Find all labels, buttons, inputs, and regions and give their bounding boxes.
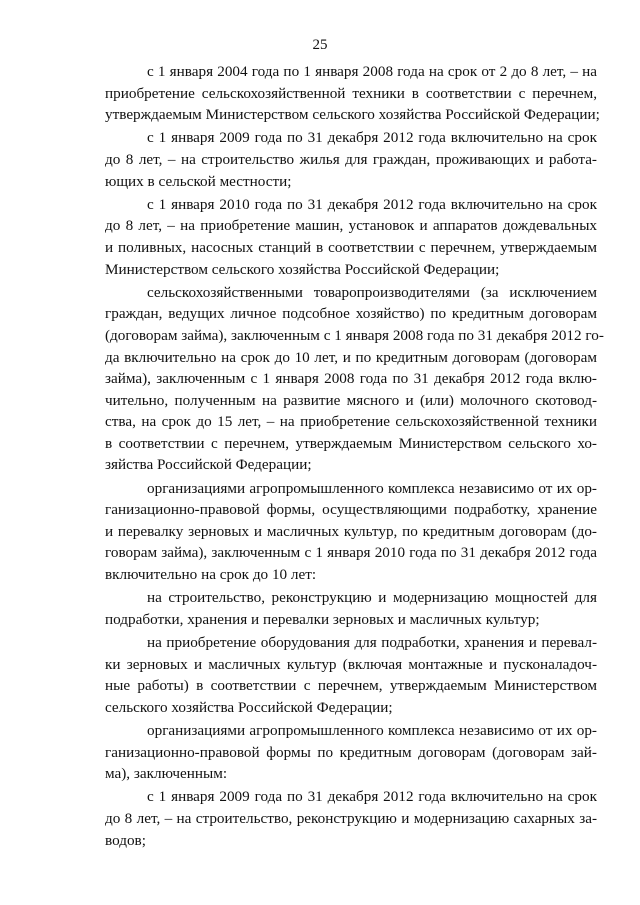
paragraph [105, 478, 597, 586]
text-line: и поливных, насосных станций в соответствии с перечнем, утверждаемым [105, 238, 597, 256]
text-line: ганизационно-правовой формы, осуществляющими подработку, хранение [105, 501, 597, 519]
text-line: ма), заключенным: [105, 765, 228, 783]
text-line: Министерством сельского хозяйства Российской Федерации; [105, 260, 500, 278]
text-line: до 8 лет, – на приобретение машин, установок и аппаратов дождевальных [105, 217, 597, 235]
text-line: сельскохозяйственными товаропроизводителями (за исключением [147, 283, 597, 301]
document-body [105, 61, 604, 853]
text-line: говорам займа), заключенным с 1 января 2010 года по 31 декабря 2012 года [105, 544, 597, 562]
text-line: ющих в сельской местности; [105, 172, 292, 190]
text-line: чительно, полученным на развитие мясного и (или) молочного скотовод- [105, 391, 597, 409]
text-line: ные работы) в соответствии с перечнем, утверждаемым Министерством [105, 677, 597, 695]
text-line: с 1 января 2009 года по 31 декабря 2012 года включительно на срок [147, 129, 597, 147]
text-line: приобретение сельскохозяйственной техники в соответствии с перечнем, [105, 84, 597, 102]
text-line: организациями агропромышленного комплекса независимо от их ор- [147, 721, 597, 739]
text-line: зяйства Российской Федерации; [105, 456, 312, 474]
text-line: организациями агропромышленного комплекса независимо от их ор- [147, 479, 597, 497]
text-line: с 1 января 2009 года по 31 декабря 2012 года включительно на срок [147, 788, 597, 806]
text-line: до 8 лет, – на строительство, реконструкцию и модернизацию сахарных за- [105, 809, 597, 827]
paragraph [105, 720, 597, 785]
text-line: ганизационно-правовой формы по кредитным договорам (договорам зай- [105, 743, 597, 761]
text-line: в соответствии с перечнем, утверждаемым Министерством сельского хо- [105, 434, 597, 452]
text-line: да включительно на срок до 10 лет, и по кредитным договорам (договорам [105, 348, 597, 366]
paragraph [105, 786, 597, 851]
text-line: ства, на срок до 15 лет, – на приобретение сельскохозяйственной техники [105, 413, 597, 431]
text-line: ки зерновых и масличных культур (включая монтажные и пусконаладоч- [105, 655, 597, 673]
text-line: займа), заключенным с 1 января 2008 года по 31 декабря 2012 года вклю- [105, 370, 597, 388]
text-line: на приобретение оборудования для подработки, хранения и перевал- [147, 634, 597, 651]
text-line: водов; [105, 831, 146, 849]
text-line: подработки, хранения и перевалки зерновых и масличных культур; [105, 610, 540, 628]
paragraph [105, 587, 597, 630]
text-line: с 1 января 2004 года по 1 января 2008 года на срок от 2 до 8 лет, – на [147, 63, 597, 80]
paragraph [105, 282, 604, 476]
text-line: и перевалку зерновых и масличных культур, по кредитным договорам (до- [105, 522, 597, 540]
text-line: сельского хозяйства Российской Федерации; [105, 698, 393, 716]
page-number: 25 [312, 37, 328, 53]
text-line: включительно на срок до 10 лет: [105, 566, 317, 584]
paragraph [105, 632, 597, 718]
text-line: с 1 января 2010 года по 31 декабря 2012 года включительно на срок [147, 195, 597, 213]
paragraph [105, 61, 600, 126]
text-line: до 8 лет, – на строительство жилья для граждан, проживающих и работа- [105, 150, 597, 168]
paragraph [105, 194, 597, 280]
text-line: на строительство, реконструкцию и модернизацию мощностей для [147, 589, 597, 607]
text-line: утверждаемым Министерством сельского хозяйства Российской Федерации; [105, 106, 600, 124]
paragraph [105, 127, 597, 192]
text-line: граждан, ведущих личное подсобное хозяйство) по кредитным договорам [105, 305, 597, 323]
text-line: (договорам займа), заключенным с 1 января 2008 года по 31 декабря 2012 го- [105, 326, 604, 344]
